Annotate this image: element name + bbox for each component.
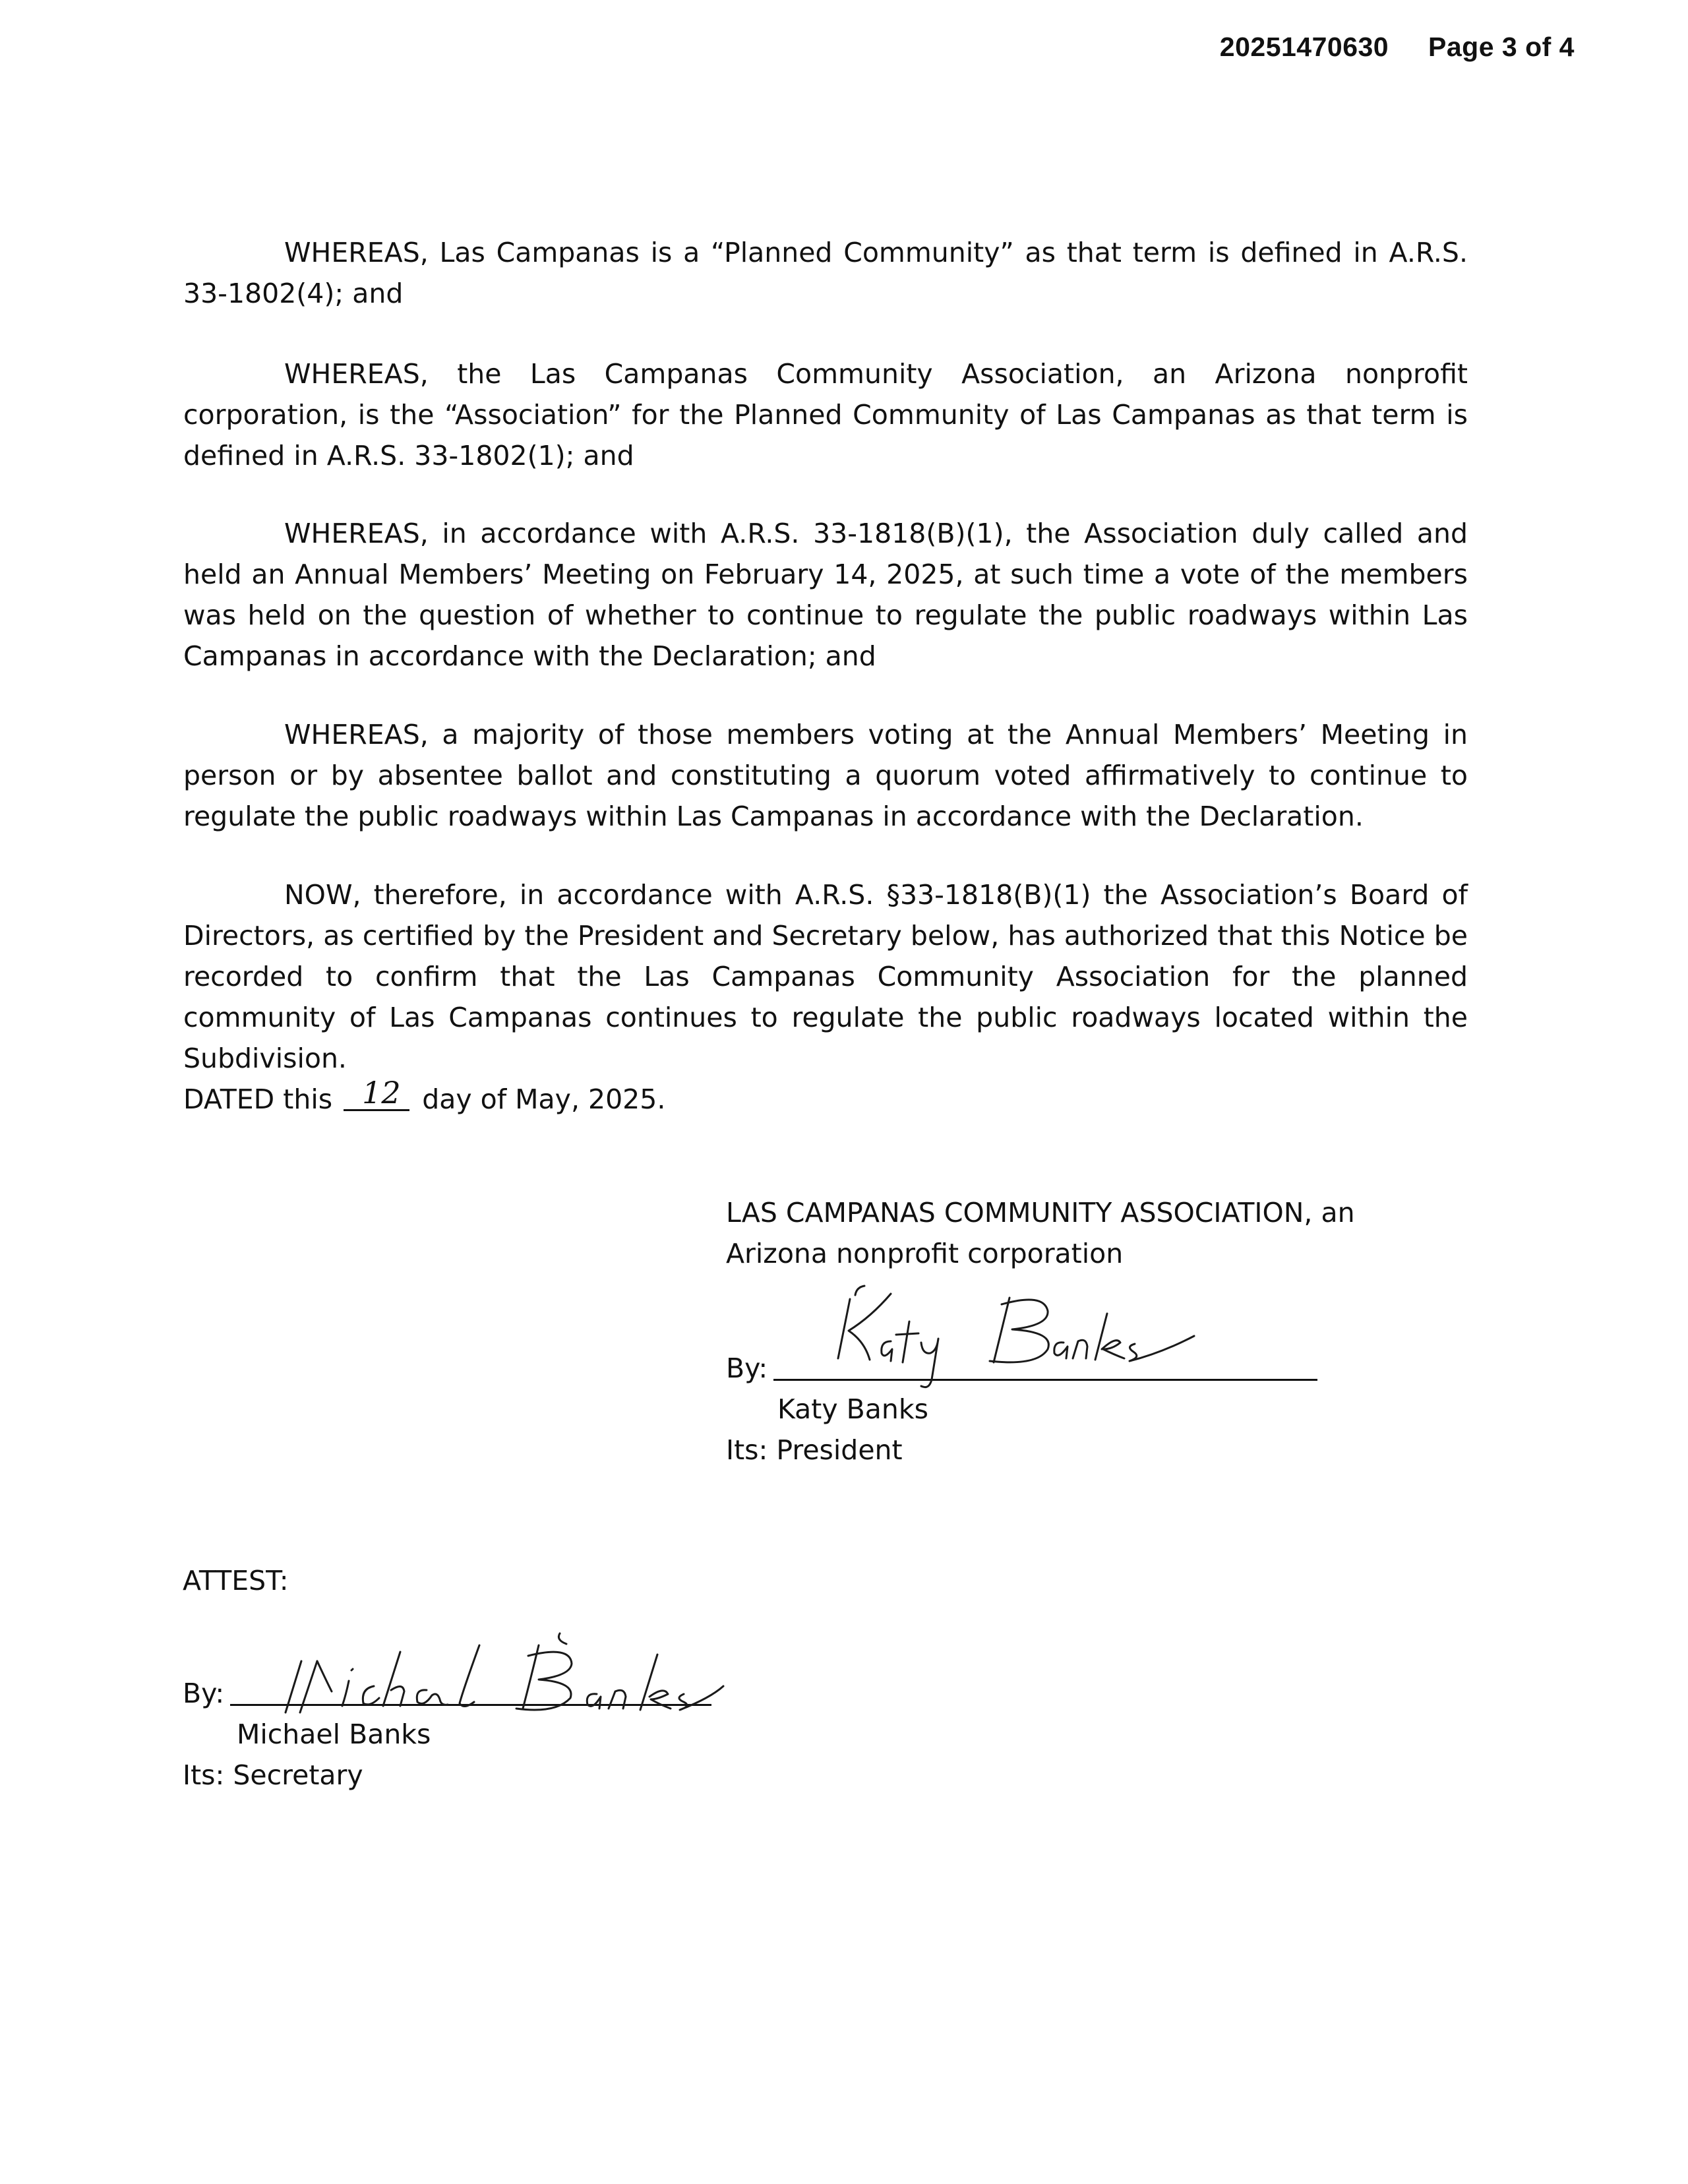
- secretary-by-line: [183, 1619, 431, 1718]
- by-label: By:: [726, 1352, 768, 1384]
- dated-day-blank: [344, 1075, 409, 1111]
- document-number: 20251470630: [1219, 32, 1389, 62]
- by-label: By:: [183, 1678, 225, 1709]
- paragraph-1: [183, 232, 1468, 314]
- paragraph-text: WHEREAS, the Las Campanas Community Association, an Arizona nonprofit corporation, is the “Association” for the Planned Community of Las Campanas as that term is defined in A.R.S. 33-1802(1); and: [183, 358, 1468, 471]
- paragraph-4: [183, 714, 1468, 837]
- secretary-name: Michael Banks: [237, 1718, 431, 1750]
- paragraph-text: NOW, therefore, in accordance with A.R.S. §33-1818(B)(1) the Association’s Board of Directors, as certified by the President and Secretary below, has authorized that this Notice be recorded to confirm that the Las Campanas Community Association for the planned community of Las Campanas continues to regulate the public roadways located within the Subdivision.: [183, 879, 1468, 1074]
- president-signature-image: [792, 1281, 1280, 1393]
- paragraph-text: WHEREAS, a majority of those members voting at the Annual Members’ Meeting in person or by absentee ballot and constituting a quorum voted affirmatively to continue to regulate the public roadways within Las Campanas in accordance with the Declaration.: [183, 719, 1468, 832]
- president-by-line: [726, 1281, 928, 1393]
- paragraph-3: [183, 513, 1468, 677]
- dated-prefix: DATED this: [183, 1083, 333, 1115]
- paragraph-5: [183, 874, 1468, 1079]
- secretary-signature-block: [183, 1619, 431, 1796]
- dated-day-handwritten: 12: [362, 1075, 401, 1110]
- paragraph-text: WHEREAS, in accordance with A.R.S. 33-1818(B)(1), the Association duly called and held an Annual Members’ Meeting on February 14, 2025, at such time a vote of the members was held on the question of whether to continue to regulate the public roadways within Las Campanas in accordance with the Declaration; and: [183, 518, 1468, 672]
- attest-label: ATTEST:: [183, 1565, 289, 1596]
- paragraph-2: [183, 353, 1468, 476]
- president-title: Its: President: [726, 1434, 903, 1466]
- president-name: Katy Banks: [777, 1393, 929, 1425]
- page-number: Page 3 of 4: [1428, 32, 1575, 62]
- page-header: [1220, 32, 1575, 63]
- association-type: Arizona nonprofit corporation: [726, 1238, 1124, 1269]
- association-block: [726, 1192, 1451, 1274]
- secretary-signature-image: [262, 1619, 875, 1731]
- dated-suffix: day of May, 2025.: [422, 1083, 666, 1115]
- dated-line: [183, 1075, 666, 1120]
- paragraph-text: WHEREAS, Las Campanas is a “Planned Community” as that term is defined in A.R.S. 33-1802(4); and: [183, 237, 1468, 309]
- president-signature-block: [726, 1281, 928, 1471]
- secretary-title: Its: Secretary: [183, 1759, 363, 1791]
- association-name: LAS CAMPANAS COMMUNITY ASSOCIATION, an: [726, 1197, 1355, 1228]
